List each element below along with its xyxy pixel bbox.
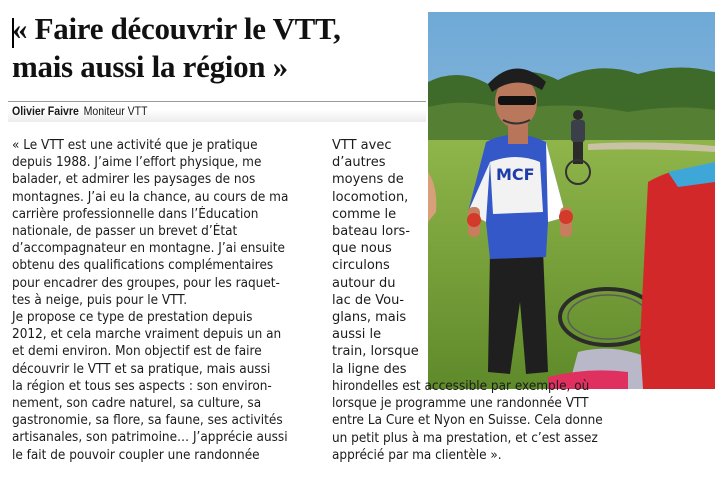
body-column-left — [12, 137, 312, 464]
body-line: hirondelles est accessible par exemple, où — [332, 379, 590, 394]
body-line: VTT avec — [332, 138, 392, 153]
body-line: tes à neige, puis pour le VTT. — [12, 292, 188, 308]
person-in-red — [640, 162, 715, 389]
body-line: d’accompagnateur en montagne. J’ai ensuite — [12, 241, 285, 257]
body-line: autour du — [332, 275, 396, 291]
body-line: pour encadrer des groupes, pour les raquet- — [12, 275, 280, 291]
body-line: depuis 1988. J’aime l’effort physique, me — [12, 155, 262, 171]
body-line: glans, mais — [332, 310, 407, 326]
body-column-bottom — [332, 378, 715, 464]
body-line: entre La Cure et Nyon en Suisse. Cela donne — [332, 413, 603, 429]
body-line: gastronomie, sa flore, sa faune, ses activités — [12, 413, 283, 429]
body-line: bateau lors- — [332, 224, 411, 240]
body-line: et demi environ. Mon objectif est de faire — [12, 344, 262, 360]
body-line: « Le VTT est une activité que je pratique — [12, 138, 258, 153]
body-line: d’autres — [332, 155, 386, 171]
body-line: le fait de pouvoir coupler une randonnée — [12, 447, 260, 463]
body-line: artisanales, son patrimoine… J’apprécie aussi — [12, 430, 288, 446]
mountain-biker-photo — [428, 12, 715, 389]
headline-line-1: « Faire découvrir le VTT, — [12, 11, 341, 46]
body-line: montagnes. J’ai eu la chance, au cours de ma — [12, 189, 289, 205]
byline — [12, 104, 148, 118]
body-line: obtenu des qualifications complémentaires — [12, 258, 274, 274]
body-line: 2012, et cela marche vraiment depuis un an — [12, 327, 282, 343]
body-line: lac de Vou- — [332, 292, 405, 308]
body-line: apprécié par ma clientèle ». — [332, 447, 502, 463]
body-line: un petit plus à ma prestation, et c’est assez — [332, 430, 598, 446]
body-column-middle — [332, 137, 424, 378]
body-line: nationale, de passer un brevet d’État — [12, 224, 238, 240]
body-line: comme le — [332, 206, 397, 222]
article-photo — [428, 12, 715, 389]
headline-line-2: mais aussi la région » — [12, 49, 288, 84]
body-line: la ligne des — [332, 361, 407, 377]
jersey-logo: MCF — [496, 165, 535, 184]
body-line: la région et tous ses aspects : son environ- — [12, 378, 272, 394]
body-line: aussi le — [332, 327, 382, 343]
author-role: Moniteur VTT — [83, 104, 148, 118]
body-line: locomotion, — [332, 189, 409, 205]
body-line: balader, et admirer les paysages de nos — [12, 172, 256, 188]
body-line: carrière professionnelle dans l’Éducation — [12, 206, 259, 222]
body-line: nement, son cadre naturel, sa culture, sa — [12, 396, 262, 412]
body-line: lorsque je programme une randonnée VTT — [332, 396, 589, 412]
body-line: découvrir le VTT et sa pratique, mais aussi — [12, 361, 271, 377]
author-name: Olivier Faivre — [12, 104, 79, 118]
body-line: moyens de — [332, 172, 404, 188]
body-line: que nous — [332, 241, 392, 257]
article-headline — [12, 10, 420, 86]
body-line: Je propose ce type de prestation depuis — [12, 310, 253, 326]
body-line: train, lorsque — [332, 344, 419, 360]
body-line: circulons — [332, 258, 390, 274]
